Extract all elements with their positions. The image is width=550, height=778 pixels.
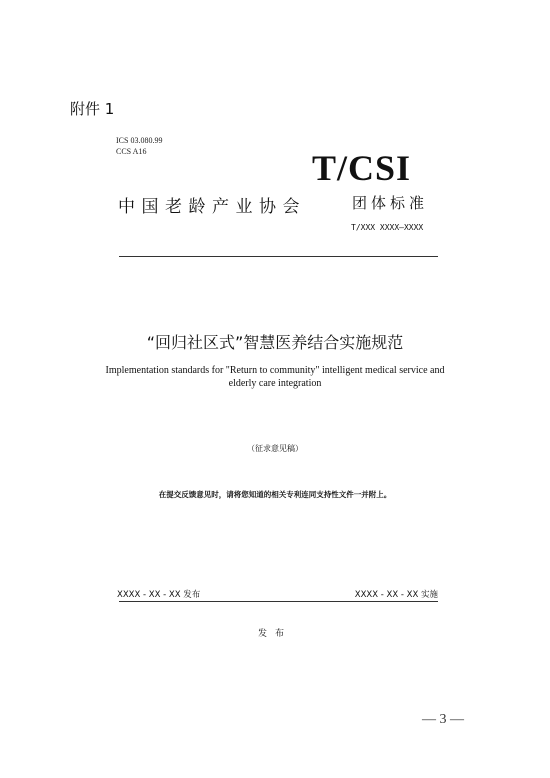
document-title-cn: “回归社区式”智慧医养结合实施规范 <box>146 333 404 352</box>
standard-logo: T/CSI <box>312 148 412 188</box>
implementation-date: XXXX - XX - XX 实施 <box>354 590 438 600</box>
organization-name: 中国老龄产业协会 <box>118 197 306 217</box>
standard-number: T/XXX XXXX—XXXX <box>351 223 424 232</box>
document-title-en: Implementation standards for "Return to community" intelligent medical service and elderly care integration <box>105 365 445 389</box>
publisher-label: 发布 <box>257 629 292 639</box>
header-divider <box>119 256 438 257</box>
footer-divider <box>119 601 438 602</box>
standard-kind: 团体标准 <box>352 194 429 212</box>
attachment-label: 附件 1 <box>70 100 115 118</box>
draft-label: （征求意见稿） <box>247 444 303 453</box>
ics-code: ICS 03.080.99 <box>116 136 163 145</box>
page-number: — 3 — <box>422 712 464 727</box>
release-date: XXXX - XX - XX 发布 <box>117 590 201 600</box>
ccs-code: CCS A16 <box>116 147 147 156</box>
patent-notice: 在提交反馈意见时，请将您知道的相关专利连同支持性文件一并附上。 <box>158 490 392 499</box>
